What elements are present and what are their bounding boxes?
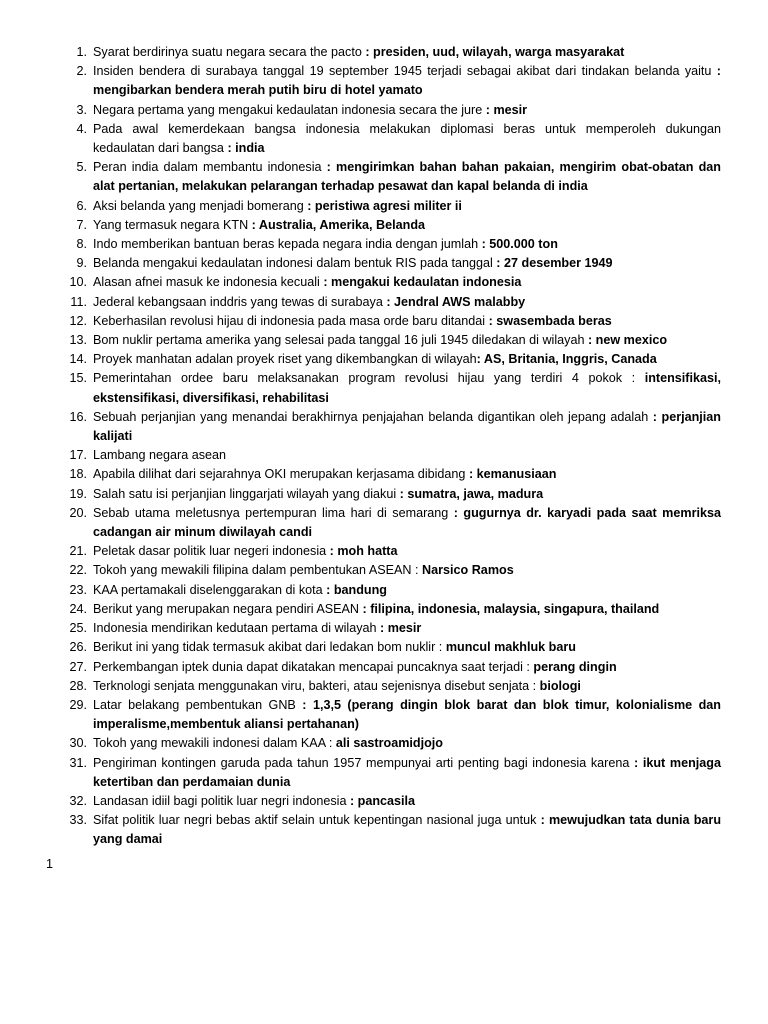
question-text: Insiden bendera di surabaya tanggal 19 september 1945 terjadi sebagai akibat dari tindakan belanda yaitu [93,64,717,79]
list-item [60,619,721,638]
item-number: 20. [69,505,87,520]
answer-text: muncul makhluk baru [445,640,576,655]
item-number: 11. [70,294,87,309]
list-item [60,158,721,196]
item-number: 7. [76,217,87,232]
question-text: Proyek manhatan adalan proyek riset yang dikembangkan di wilayah [93,352,477,367]
question-text: Belanda mengakui kedaulatan indonesi dalam bentuk RIS pada tanggal [93,256,497,271]
list-item [60,465,721,484]
list-item [60,696,721,734]
list-item [60,600,721,619]
list-item [60,792,721,811]
question-text: Keberhasilan revolusi hijau di indonesia pada masa orde baru ditandai [93,313,489,328]
list-item [60,43,721,62]
list-item [60,581,721,600]
question-text: Terknologi senjata menggunakan viru, bakteri, atau sejenisnya disebut senjata : [93,678,540,693]
item-number: 24. [69,601,87,616]
question-text: Apabila dilihat dari sejarahnya OKI merupakan kerjasama dibidang [93,467,469,482]
question-text: Pada awal kemerdekaan bangsa indonesia melakukan diplomasi beras untuk memperoleh dukungan kedaulatan dari bangsa [93,121,721,156]
answer-text: : india [227,141,265,156]
question-text: Jederal kebangsaan inddris yang tewas di surabaya [93,294,387,309]
question-text: Indo memberikan bantuan beras kepada negara india dengan jumlah [93,237,482,252]
item-number: 3. [76,102,87,117]
answer-text: : AS, Britania, Inggris, Canada [476,352,657,367]
answer-text: : mengakui kedaulatan indonesia [323,275,522,290]
item-number: 13. [69,333,87,348]
answer-text: ali sastroamidjojo [335,736,443,751]
answer-text: : kemanusiaan [468,467,557,482]
question-text: Alasan afnei masuk ke indonesia kecuali [93,275,324,290]
list-item [60,542,721,561]
item-number: 14. [69,352,87,367]
item-number: 6. [76,198,87,213]
answer-text: : 1,3,5 (perang dingin blok barat dan blok timur, kolonialisme dan imperalisme,membentuk aliansi pertahanan) [93,697,722,732]
answer-text: : gugurnya dr. karyadi pada saat memriksa cadangan air minum diwilayah candi [93,505,721,540]
answer-text: : Jendral AWS malabby [386,294,526,309]
item-number: 4. [76,121,87,136]
question-text: KAA pertamakali diselenggarakan di kota [93,582,327,597]
list-item [60,273,721,292]
question-text: Pemerintahan ordee baru melaksanakan program revolusi hijau yang terdiri 4 pokok : [93,371,645,386]
question-text: Landasan idiil bagi politik luar negri indonesia [93,793,350,808]
list-item [60,62,721,100]
answer-text: perang dingin [533,659,617,674]
answer-text: : new mexico [587,333,668,348]
item-number: 28. [69,678,87,693]
question-text: Berikut yang merupakan negara pendiri ASEAN [93,601,363,616]
answer-text: : sumatra, jawa, madura [399,486,544,501]
question-text: Peletak dasar politik luar negeri indonesia [93,544,330,559]
question-text: Lambang negara asean [93,448,227,463]
list-item [60,408,721,446]
question-text: Sifat politik luar negri bebas aktif selain untuk kepentingan nasional juga untuk [93,813,541,828]
question-text: Pengiriman kontingen garuda pada tahun 1957 mempunyai arti penting bagi indonesia karena [93,755,635,770]
answer-text: : Australia, Amerika, Belanda [251,217,426,232]
item-number: 30. [69,736,87,751]
list-item [60,120,721,158]
question-text: Sebab utama meletusnya pertempuran lima hari di semarang [93,505,454,520]
page-number: 1 [46,857,54,871]
list-item [60,658,721,677]
item-number: 2. [76,64,87,79]
question-text: Yang termasuk negara KTN [93,217,252,232]
answer-text: : ikut menjaga ketertiban dan perdamaian dunia [93,755,721,789]
answer-text: : 500.000 ton [481,237,558,252]
question-text: Indonesia mendirikan kedutaan pertama di wilayah [93,621,381,636]
list-item [60,638,721,657]
list-item [60,101,721,120]
list-item [60,754,721,792]
answer-text: : mengibarkan bendera merah putih biru di hotel yamato [93,64,721,98]
list-item [60,811,721,849]
question-text: Negara pertama yang mengakui kedaulatan indonesia secara the jure [93,102,486,117]
answer-text: : 27 desember 1949 [496,256,613,271]
item-number: 32. [69,793,87,808]
answer-text: : mesir [485,102,528,117]
list-item [60,350,721,369]
question-text: Syarat berdirinya suatu negara secara the pacto [93,45,366,59]
answer-text: : perjanjian kalijati [93,409,721,444]
list-item [60,293,721,312]
question-text: Salah satu isi perjanjian linggarjati wilayah yang diakui [93,486,400,501]
item-number: 21. [69,544,87,559]
answer-text: : pancasila [349,793,416,808]
question-text: Latar belakang pembentukan GNB [93,697,303,712]
item-number: 25. [69,621,87,636]
item-number: 19. [69,486,87,501]
question-answer-list [60,43,721,850]
answer-text: Narsico Ramos [422,563,514,578]
list-item [60,734,721,753]
list-item [60,561,721,580]
answer-text: intensifikasi, ekstensifikasi, diversifikasi, rehabilitasi [93,371,721,405]
answer-text: : presiden, uud, wilayah, warga masyarakat [365,45,625,59]
answer-text: : filipina, indonesia, malaysia, singapura, thailand [362,601,660,616]
question-text: Berikut ini yang tidak termasuk akibat dari ledakan bom nuklir : [93,640,446,655]
item-number: 23. [69,582,87,597]
list-item [60,504,721,542]
item-number: 33. [69,813,87,828]
list-item [60,254,721,273]
item-number: 16. [69,409,87,424]
item-number: 9. [76,256,87,271]
list-item [60,331,721,350]
list-item [60,369,721,407]
item-number: 12. [69,313,87,328]
item-number: 27. [69,659,87,674]
item-number: 22. [69,563,87,578]
list-item [60,312,721,331]
answer-text: : moh hatta [329,544,398,559]
question-text: Bom nuklir pertama amerika yang selesai pada tanggal 16 juli 1945 diledakan di wilayah [93,333,588,348]
answer-text: : swasembada beras [488,313,612,328]
item-number: 18. [69,467,87,482]
item-number: 8. [76,237,87,252]
question-text: Peran india dalam membantu indonesia [93,160,327,175]
item-number: 1. [76,45,87,59]
item-number: 31. [69,755,87,770]
answer-text: : mesir [380,621,422,636]
question-text: Tokoh yang mewakili filipina dalam pembentukan ASEAN : [93,563,423,578]
list-item [60,216,721,235]
answer-text: biologi [539,678,581,693]
item-number: 15. [69,371,87,386]
list-item [60,677,721,696]
list-item [60,235,721,254]
list-item [60,446,721,465]
answer-text: : peristiwa agresi militer ii [307,198,462,213]
answer-text: : mewujudkan tata dunia baru yang damai [93,813,722,847]
item-number: 17. [69,448,87,463]
question-text: Sebuah perjanjian yang menandai berakhirnya penjajahan belanda digantikan oleh jepang adalah [93,409,653,424]
item-number: 26. [69,640,87,655]
item-number: 29. [69,697,87,712]
answer-text: : bandung [326,582,387,597]
question-text: Perkembangan iptek dunia dapat dikatakan mencapai puncaknya saat terjadi : [93,659,534,674]
list-item [60,485,721,504]
item-number: 5. [76,160,87,175]
answer-text: : mengirimkan bahan bahan pakaian, mengirim obat-obatan dan alat pertanian, melakukan pelarangan terhadap pesawat dan kapal belanda di india [93,160,721,194]
item-number: 10. [69,275,87,290]
question-text: Aksi belanda yang menjadi bomerang [93,198,308,213]
list-item [60,197,721,216]
question-text: Tokoh yang mewakili indonesi dalam KAA : [93,736,336,751]
